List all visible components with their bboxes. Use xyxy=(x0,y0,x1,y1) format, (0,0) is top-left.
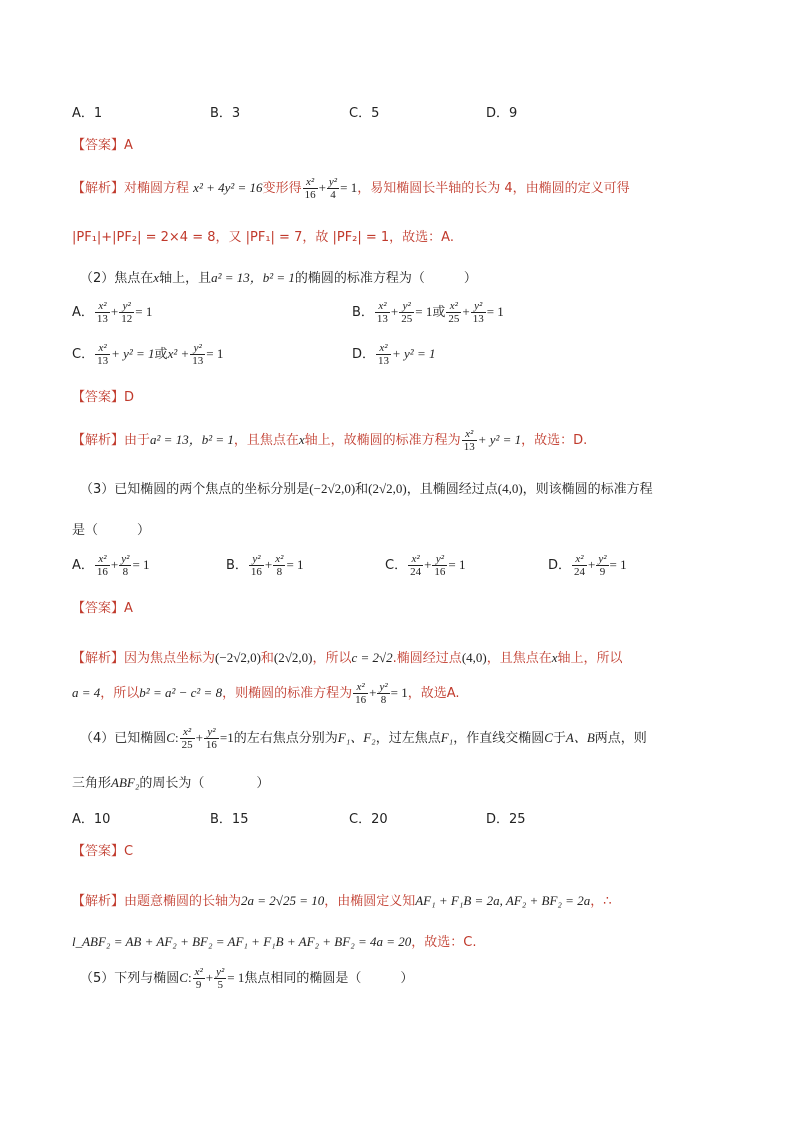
analysis-text: ，易知椭圆长半轴的长为 4，由椭圆的定义可得 xyxy=(357,181,630,196)
analysis-text: 对椭圆方程 xyxy=(124,181,190,196)
q2-option-b: B． $\frac{\text{x²}}{13}$ + $\frac{\text{y²}}{25}$ = 1或 $\frac{\text{x²}}{25}$ + $\frac{\text{y²}}{13}$ = 1 xyxy=(352,300,504,325)
fraction: $\frac{\text{x²}}{16}$ xyxy=(304,176,316,201)
q4-analysis-line2: l_ABF₂ = AB + AF₂ + BF₂ = AF₁ + F₁B + AF₂ + BF₂ = 4a = 20，故选：C. xyxy=(72,934,477,950)
analysis-tag: 【解析】 xyxy=(72,181,125,196)
answer-value: A xyxy=(124,138,133,153)
q3-option-b: B． $\frac{\text{y²}}{16}$ + $\frac{\text{x²}}{8}$ = 1 xyxy=(226,553,304,578)
q3-answer: 【答案】A xyxy=(72,601,133,616)
q1-answer xyxy=(72,134,133,153)
q4-answer: 【答案】C xyxy=(72,844,134,859)
fraction: $\frac{\text{y²}}{4}$ xyxy=(328,176,338,201)
q2-stem: （2）焦点在x轴上，且a² = 13，b² = 1的椭圆的标准方程为（ ） xyxy=(80,270,477,286)
q1-option-b: B．3 xyxy=(210,106,241,121)
answer-tag: 【答案】 xyxy=(72,138,125,153)
q1-analysis-line1: 【解析】对椭圆方程 x² + 4y² = 16变形得 $\frac{\text{x²}}{16}$ + $\frac{\text{y²}}{4}$ = 1，易知椭圆长半轴的长为 4，由椭圆的定义可得 xyxy=(72,176,630,201)
q4-analysis-line1: 【解析】由题意椭圆的长轴为2a = 2√25 = 10，由椭圆定义知AF₁ + F₁B = 2a, AF₂ + BF₂ = 2a，∴ xyxy=(72,893,612,909)
q3-analysis-line2: a = 4，所以b² = a² − c² = 8，则椭圆的标准方程为 $\frac{\text{x²}}{16}$ + $\frac{\text{y²}}{8}$ = 1，故选A. xyxy=(72,681,460,706)
q2-option-a: A． $\frac{\text{x²}}{13}$ + $\frac{\text{y²}}{12}$ = 1 xyxy=(72,300,153,325)
q1-option-d: D．9 xyxy=(486,106,518,121)
q2-option-c: C． $\frac{\text{x²}}{13}$ + y² = 1或x² + $\frac{\text{y²}}{13}$ = 1 xyxy=(72,342,224,367)
q3-stem-line2: 是（ ） xyxy=(72,523,151,538)
q2-answer: 【答案】D xyxy=(72,390,135,405)
q4-option-b: B．15 xyxy=(210,812,249,827)
q2-option-d: D． $\frac{\text{x²}}{13}$ + y² = 1 xyxy=(352,342,436,367)
analysis-text: 变形得 xyxy=(262,181,302,196)
q1-option-a: A．1 xyxy=(72,106,103,121)
q3-stem-line1: （3）已知椭圆的两个焦点的坐标分别是(−2√2,0)和(2√2,0)，且椭圆经过点(4,0)，则该椭圆的标准方程 xyxy=(80,481,653,497)
math-expression: x² + 4y² = 16 xyxy=(193,180,263,195)
q4-option-c: C．20 xyxy=(349,812,388,827)
q4-stem-line2: 三角形ABF₂的周长为（ ） xyxy=(72,775,270,791)
q4-option-d: D．25 xyxy=(486,812,526,827)
q1-analysis-line2: |PF₁|+|PF₂| = 2×4 = 8，又 |PF₁| = 7，故 |PF₂| = 1，故选：A. xyxy=(72,230,454,245)
q3-option-c: C． $\frac{\text{x²}}{24}$ + $\frac{\text{y²}}{16}$ = 1 xyxy=(385,553,466,578)
q5-stem: （5）下列与椭圆C: $\frac{\text{x²}}{9}$ + $\frac{\text{y²}}{5}$ = 1焦点相同的椭圆是（ ） xyxy=(80,966,414,991)
q2-analysis: 【解析】由于a² = 13，b² = 1，且焦点在x轴上，故椭圆的标准方程为 $\frac{\text{x²}}{13}$ + y² = 1，故选：D. xyxy=(72,428,588,453)
q3-option-a: A． $\frac{\text{x²}}{16}$ + $\frac{\text{y²}}{8}$ = 1 xyxy=(72,553,150,578)
q4-option-a: A．10 xyxy=(72,812,111,827)
q1-option-c: C．5 xyxy=(349,106,380,121)
q4-stem-line1: （4）已知椭圆C: $\frac{\text{x²}}{25}$ + $\frac{\text{y²}}{16}$ =1的左右焦点分别为F₁、F₂，过左焦点F₁，作直线交椭圆C于A、B两点，则 xyxy=(80,726,647,751)
q3-analysis-line1: 【解析】因为焦点坐标为(−2√2,0)和(2√2,0)，所以c = 2√2.椭圆经过点(4,0)，且焦点在x轴上，所以 xyxy=(72,650,623,666)
q3-option-d: D． $\frac{\text{x²}}{24}$ + $\frac{\text{y²}}{9}$ = 1 xyxy=(548,553,627,578)
